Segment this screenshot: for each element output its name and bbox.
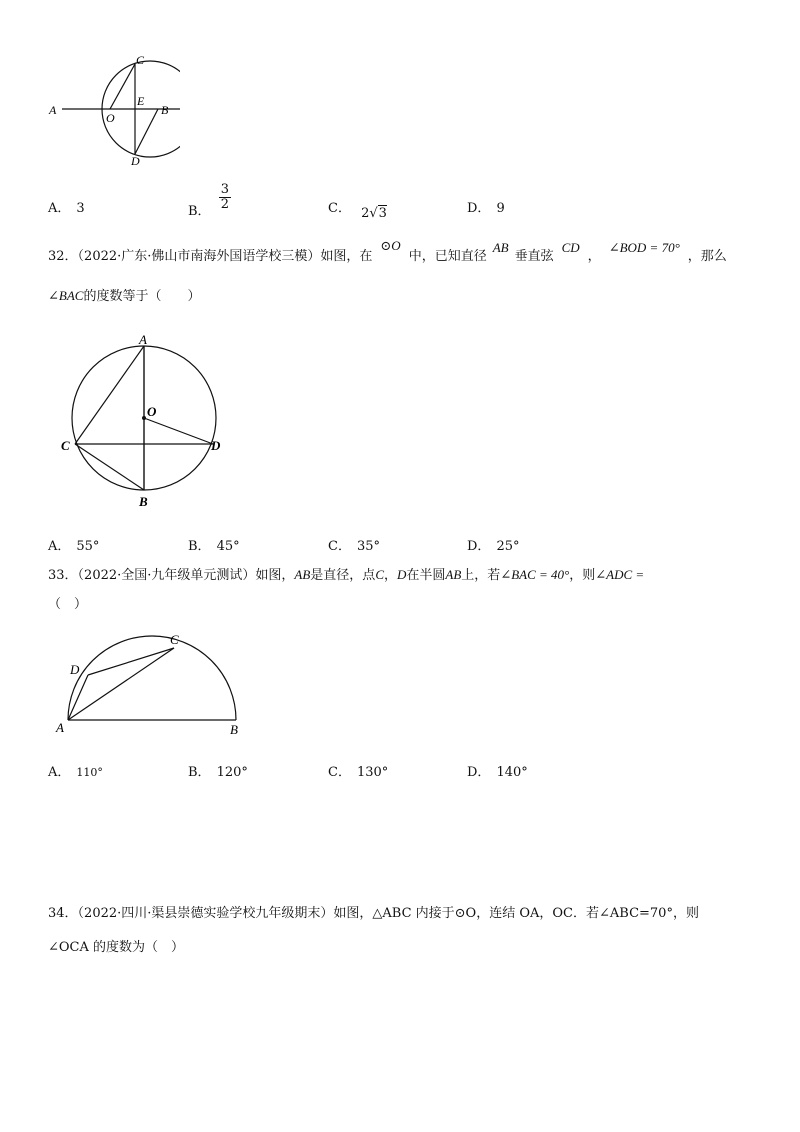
question-text: 上，若 [461,568,501,583]
question-number: 33． [48,568,78,583]
option-value: 110° [76,766,103,779]
q32-label-o: O [147,404,157,419]
option-letter: A． [48,201,71,216]
q32-segment-od [144,418,213,444]
q33-stem-line1 [48,566,644,585]
q33-semicircle [68,636,236,720]
option-letter: B． [188,539,211,554]
question-text: ， [587,249,601,264]
option-letter: D． [467,765,491,780]
option-letter: C． [328,201,351,216]
q31-option-d[interactable] [467,197,505,216]
q32-label-b: B [139,494,148,509]
option-value: 55° [76,539,100,554]
option-value: 35° [356,539,380,554]
math-ab: AB [445,567,462,582]
math-angle: ∠BAC [48,288,84,303]
q34-stem-line2: ∠OCA 的度数为（ ） [48,940,185,955]
q31-segment-db [135,109,158,154]
option-letter: C． [328,539,351,554]
option-value: 3 [76,201,85,216]
q32-label-a: A [139,332,147,347]
option-value: 130° [356,765,389,780]
q33-option-a[interactable] [48,761,103,780]
question-text: （2022·广东·佛山市南海外国语学校三模）如图，在 [77,249,373,264]
question-text: 是直径，点 [310,568,376,583]
option-letter: B． [188,765,211,780]
q31-label-b: B [161,103,169,117]
radical-expression: 2√3 [361,206,387,221]
option-value: 140° [496,765,528,780]
circle-symbol: ⊙O [380,238,401,253]
q32-segment-ca [75,346,144,444]
q32-label-c: C [61,438,70,453]
q33-label-c: C [170,632,179,647]
q33-stem-line2: （ ） [48,597,88,612]
q31-option-b[interactable] [188,182,231,219]
option-letter: A． [48,539,71,554]
option-letter: B． [188,204,211,219]
question-text: 的度数等于（ ） [83,289,201,304]
option-letter: C． [328,765,351,780]
option-letter: A． [48,765,71,780]
option-value: 9 [496,201,505,216]
question-text: 垂直弦 [514,249,554,264]
radicand: 3 [378,206,387,221]
q32-figure [55,330,235,512]
question-text: （2022·四川·渠县崇德实验学校九年级期末）如图，△ABC 内接于⊙O，连结 OA，OC．若∠ABC=70°，则 [77,906,699,921]
fraction-denominator: 2 [220,197,229,212]
q32-stem-line2 [48,287,200,306]
q32-stem-line1 [48,238,727,266]
q34-stem-line1 [48,905,699,923]
question-text: ，则 [569,568,596,583]
question-number: 32． [48,249,78,264]
q33-option-b[interactable] [188,761,248,780]
option-letter: D． [467,539,491,554]
q32-option-d[interactable] [467,535,519,554]
q32-center-point [142,416,146,420]
q32-segment-cb [75,444,144,490]
q31-label-a: A [49,103,57,117]
q33-label-d: D [70,662,80,677]
option-value: 120° [216,765,248,780]
q33-label-b: B [230,722,238,737]
question-text: 中，已知直径 [408,249,487,264]
q33-label-a: A [56,720,64,735]
fraction-numerator: 3 [220,182,229,197]
question-text: ，那么 [687,249,727,264]
option-letter: D． [467,201,491,216]
question-text: ， [383,568,397,583]
math-ab: AB [492,240,509,255]
math-cd: CD [561,240,580,255]
q31-label-e: E [137,94,145,108]
q32-option-a[interactable] [48,535,99,554]
math-c: C [375,567,384,582]
math-angle: ∠ADC = [595,567,645,582]
q31-label-o: O [106,111,115,125]
q33-segment-dc [88,648,174,675]
question-number: 34． [48,906,78,921]
math-ab: AB [294,567,311,582]
q32-label-d: D [211,438,221,453]
q31-label-c: C [136,53,145,67]
math-angle: ∠BOD = 70° [608,240,680,255]
q32-option-c[interactable] [328,535,380,554]
option-value: 25° [496,539,520,554]
q31-figure [40,52,180,170]
radical-coefficient: 2 [361,206,370,221]
q33-option-c[interactable] [328,761,388,780]
q33-option-d[interactable] [467,761,528,780]
q31-segment-oc [110,64,135,109]
question-text: 在半圆 [406,568,446,583]
fraction [219,183,231,212]
option-value: 45° [216,539,240,554]
q32-option-b[interactable] [188,535,240,554]
q33-figure [52,628,252,740]
math-d: D [397,567,407,582]
q31-option-a[interactable] [48,197,85,216]
q31-option-c[interactable] [328,197,387,221]
question-text: （2022·全国·九年级单元测试）如图， [77,568,295,583]
math-angle: ∠BAC = 40° [500,567,570,582]
q31-label-d: D [131,154,140,168]
